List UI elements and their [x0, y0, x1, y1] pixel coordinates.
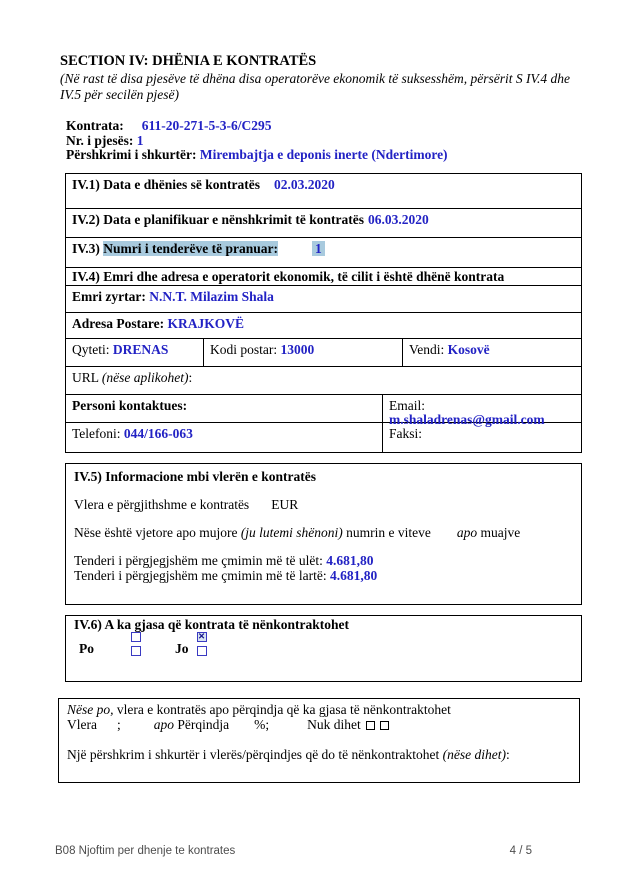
- option-jo-label: Jo: [175, 641, 189, 656]
- short-description-label: Përshkrimi i shkurtër:: [66, 147, 197, 162]
- award-date-value: 02.03.2020: [274, 177, 335, 192]
- periodic-end: muajve: [480, 525, 521, 540]
- lot-number-value: 1: [136, 132, 144, 148]
- phone-fax-row: [66, 423, 581, 452]
- section-header: [60, 53, 588, 103]
- page-footer: [55, 845, 532, 857]
- url-label: URL: [72, 370, 99, 385]
- fax-cell: [383, 423, 581, 452]
- official-name-value: N.N.T. Milazim Shala: [149, 289, 274, 304]
- option-po-label: Po: [79, 641, 94, 656]
- contact-email-row: [66, 395, 581, 427]
- nuk-dihet-label: Nuk dihet: [307, 717, 361, 732]
- lot-number-line: [66, 134, 448, 149]
- vlera-label: Vlera: [67, 717, 97, 732]
- apo-label: apo: [153, 717, 174, 732]
- jo-checkbox-1: [197, 632, 207, 642]
- subcontract-options: [79, 632, 573, 656]
- url-colon: :: [188, 370, 193, 385]
- po-checkbox-2: [131, 646, 141, 656]
- contact-person-cell: [66, 395, 383, 422]
- postcode-value: 13000: [280, 342, 315, 357]
- url-row: [66, 367, 581, 395]
- periodic-mid: numrin e viteve: [346, 525, 431, 540]
- phone-value: 044/166-063: [123, 426, 193, 441]
- operator-header: IV.4) Emri dhe adresa e operatorit ekonomik, të cilit i është dhënë kontrata: [72, 269, 505, 284]
- contract-number-line: [66, 119, 448, 134]
- city-value: DRENAS: [112, 342, 169, 357]
- periodic-note: (ju lutemi shënoni): [240, 525, 343, 540]
- highest-tender-line: [74, 568, 573, 583]
- contract-value-title: IV.5) Informacione mbi vlerën e kontratës: [74, 469, 316, 484]
- signing-date-value: 06.03.2020: [368, 212, 429, 227]
- value-percentage-line: [67, 717, 571, 732]
- short-description-line: [66, 148, 448, 163]
- email-label: Email:: [389, 398, 425, 413]
- po-checkbox-1: [131, 632, 141, 642]
- highest-tender-value: 4.681,80: [329, 568, 378, 583]
- perqindja-label: Përqindja: [177, 717, 230, 732]
- lowest-tender-line: [74, 553, 573, 568]
- country-label: Vendi:: [409, 342, 445, 357]
- signing-date-label: IV.2) Data e planifikuar e nënshkrimit të kontratës: [72, 212, 365, 227]
- highest-tender-label: Tenderi i përgjegjshëm me çmimin më të lartë:: [74, 568, 327, 583]
- periodic-pre: Nëse është vjetore apo mujore: [74, 525, 238, 540]
- award-table: [65, 173, 582, 453]
- short-description-value: Mirembajtja e deponis inerte (Ndertimore): [199, 147, 448, 162]
- postcode-label: Kodi postar:: [210, 342, 278, 357]
- description-note: (nëse dihet): [442, 747, 507, 762]
- tenders-received-row: [66, 238, 581, 268]
- subcontract-box: [65, 615, 582, 682]
- contract-summary: [66, 119, 448, 163]
- percent-sign: %;: [254, 717, 270, 732]
- description-pre: Një përshkrim i shkurtër i vlerës/përqindjes që do të nënkontraktohet: [67, 747, 440, 762]
- po-checkbox-group: [131, 632, 141, 656]
- lot-number-label: Nr. i pjesës:: [66, 132, 134, 148]
- signing-date-row: [66, 209, 581, 238]
- official-name-label: Emri zyrtar:: [72, 289, 146, 304]
- phone-cell: [66, 423, 383, 452]
- if-yes-line1: [67, 702, 571, 717]
- periodic-line: [74, 525, 573, 540]
- periodic-apo: apo: [456, 525, 478, 540]
- footer-page-number: 4 / 5: [509, 845, 532, 857]
- contract-number-value: 611-20-271-5-3-6/C295: [141, 118, 272, 133]
- tenders-received-prefix: IV.3): [72, 241, 100, 256]
- total-value-label: Vlera e përgjithshme e kontratës: [74, 497, 250, 512]
- email-cell: [383, 395, 581, 427]
- operator-header-row: [66, 268, 581, 286]
- jo-checkbox-2: [197, 646, 207, 656]
- jo-checkbox-group: [197, 632, 207, 656]
- currency-label: EUR: [271, 497, 299, 512]
- country-cell: [403, 339, 581, 366]
- phone-label: Telefoni:: [72, 426, 121, 441]
- city-cell: [66, 339, 204, 366]
- footer-doc-code: B08 Njoftim per dhenje te kontrates: [55, 845, 236, 857]
- description-line: [67, 747, 571, 762]
- city-postcode-country-row: [66, 339, 581, 367]
- award-date-row: [66, 174, 581, 209]
- if-yes-italic: Nëse po,: [67, 702, 114, 717]
- postal-address-value: KRAJKOVË: [167, 316, 244, 331]
- section-title: SECTION IV: DHËNIA E KONTRATËS: [60, 53, 317, 69]
- contract-value-box: [65, 463, 582, 605]
- official-name-row: [66, 286, 581, 313]
- award-date-label: IV.1) Data e dhënies së kontratës: [72, 177, 260, 192]
- postal-address-row: [66, 313, 581, 339]
- total-value-line: [74, 497, 573, 512]
- country-value: Kosovë: [447, 342, 490, 357]
- url-note: (nëse aplikohet): [101, 370, 189, 385]
- lowest-tender-value: 4.681,80: [326, 553, 374, 568]
- nuk-dihet-checkbox-2: [380, 721, 389, 730]
- city-label: Qyteti:: [72, 342, 110, 357]
- subcontract-title: IV.6) A ka gjasa që kontrata të nënkontraktohet: [74, 617, 350, 632]
- lowest-tender-label: Tenderi i përgjegjshëm me çmimin më të ulët:: [74, 553, 323, 568]
- if-yes-box: [58, 698, 580, 783]
- fax-label: Faksi:: [389, 426, 423, 441]
- tenders-received-value: 1: [312, 241, 325, 256]
- postal-address-label: Adresa Postare:: [72, 316, 165, 331]
- contract-number-label: Kontrata:: [66, 118, 124, 133]
- email-value: m.shaladrenas@gmail.com: [389, 412, 545, 427]
- nuk-dihet-checkbox-1: [366, 721, 375, 730]
- tenders-received-label: Numri i tenderëve të pranuar:: [103, 241, 278, 256]
- postcode-cell: [204, 339, 403, 366]
- contact-person-label: Personi kontaktues:: [72, 398, 188, 413]
- semicolon: ;: [116, 717, 121, 732]
- section-note: (Në rast të disa pjesëve të dhëna disa operatorëve ekonomik të suksesshëm, përsërit S IV.4 dhe IV.5 për secilën pjesë): [60, 71, 571, 102]
- if-yes-rest: vlera e kontratës apo përqindja që ka gjasa të nënkontraktohet: [116, 702, 451, 717]
- description-colon: :: [506, 747, 510, 762]
